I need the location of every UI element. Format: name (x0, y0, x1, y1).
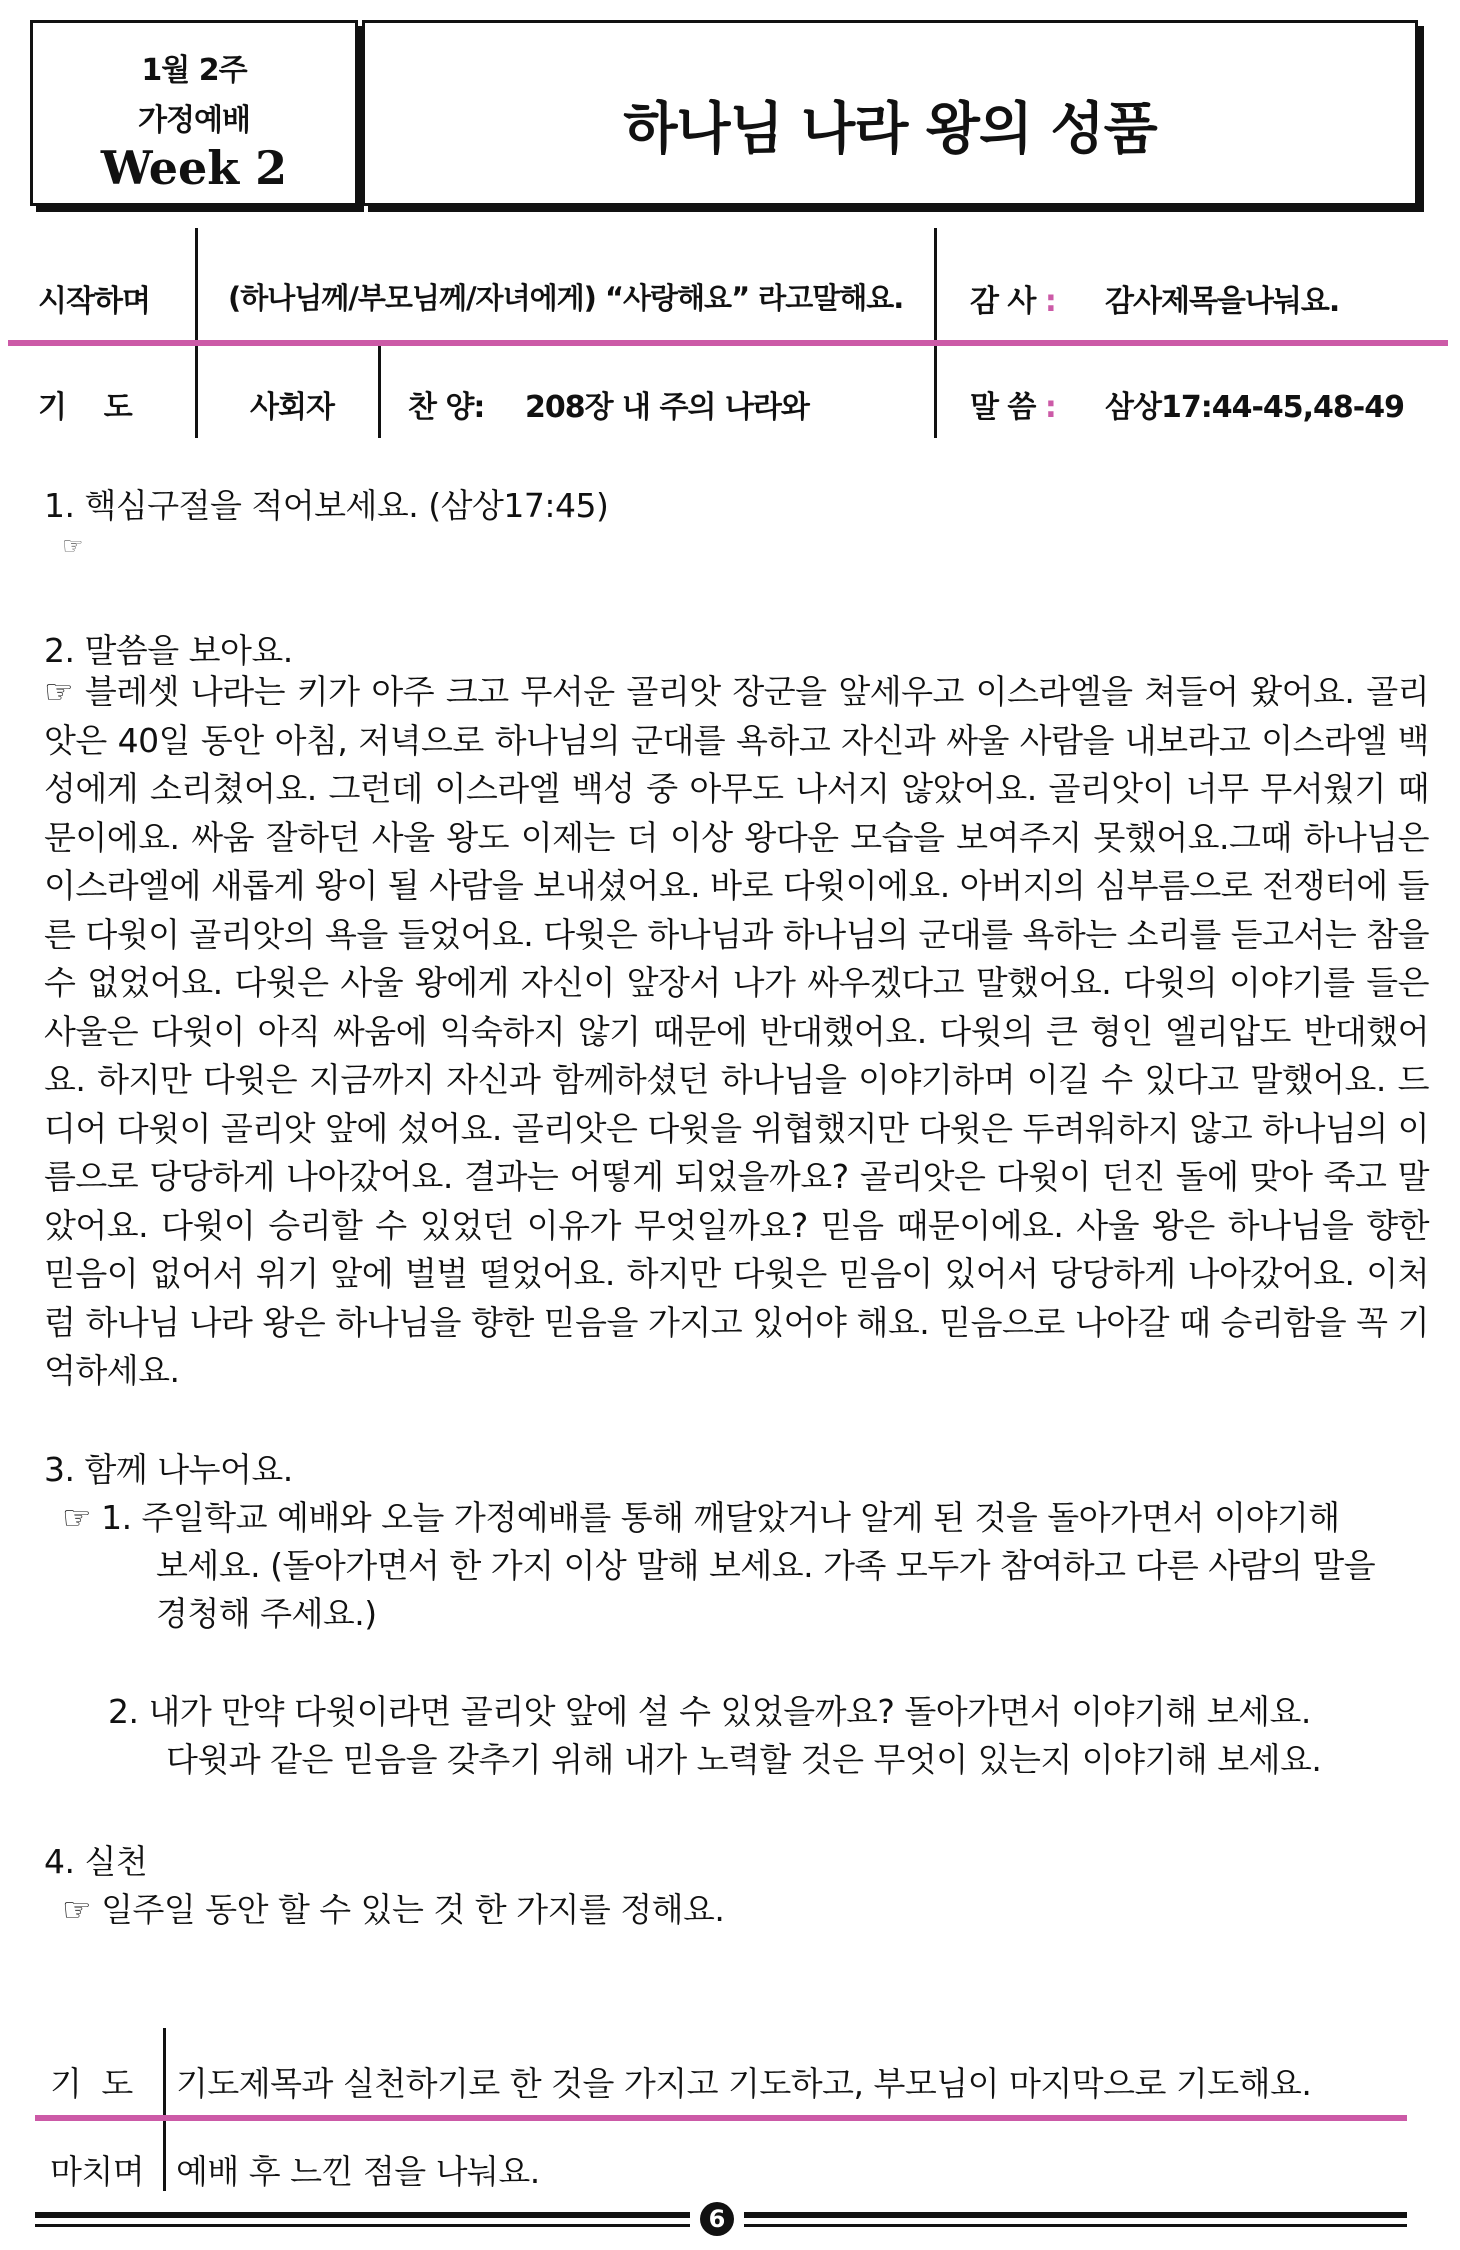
divider (378, 346, 381, 438)
section-4-title: 4. 실천 (44, 1842, 148, 1881)
footer-rule-left (35, 2212, 690, 2218)
question-1-line-3: 경청해 주세요.) (156, 1594, 377, 1633)
divider (195, 228, 198, 340)
prayer-label: 기 도 (38, 390, 132, 425)
divider (35, 2115, 1407, 2121)
start-text: (하나님께/부모님께/자녀에게) “사랑해요” 라고말해요. (228, 281, 904, 315)
week-box (30, 20, 358, 206)
section-3-title: 3. 함께 나누어요. (44, 1450, 293, 1489)
week-date: 1월 2주 (141, 53, 247, 88)
question-1-line-1: ☞ 1. 주일학교 예배와 오늘 가정예배를 통해 깨달았거나 알게 된 것을 돌아가면서 이야기해 (62, 1498, 1340, 1537)
colon: : (1044, 390, 1056, 425)
thanks-text: 감사제목을나눠요. (1105, 284, 1340, 319)
question-2-line-1: 2. 내가 만약 다윗이라면 골리앗 앞에 설 수 있었을까요? 돌아가면서 이야기해 보세요. (108, 1692, 1311, 1731)
hymn-label: 찬 양: (408, 390, 485, 425)
hymn-text: 208장 내 주의 나라와 (525, 390, 809, 425)
service-type: 가정예배 (138, 103, 250, 138)
footer-rule-left-thin (35, 2224, 690, 2227)
divider (8, 340, 1448, 346)
closing-prayer-text: 기도제목과 실천하기로 한 것을 가지고 기도하고, 부모님이 마지막으로 기도해요. (176, 2064, 1312, 2103)
section-1-title: 1. 핵심구절을 적어보세요. (삼상17:45) (44, 486, 609, 525)
divider (195, 346, 198, 438)
scripture-ref: 삼상17:44-45,48-49 (1105, 390, 1404, 425)
practice-instruction: ☞ 일주일 동안 할 수 있는 것 한 가지를 정해요. (62, 1890, 725, 1929)
divider (934, 346, 937, 438)
leader-label: 사회자 (250, 390, 334, 425)
start-label: 시작하며 (38, 284, 150, 319)
question-2-line-2: 다윗과 같은 믿음을 갖추기 위해 내가 노력할 것은 무엇이 있는지 이야기해 보세요. (166, 1740, 1322, 1779)
footer-rule-right (744, 2212, 1407, 2218)
section-2-title: 2. 말씀을 보아요. (44, 631, 293, 670)
divider (934, 228, 937, 340)
page-number: 6 (700, 2202, 734, 2236)
divider (163, 2028, 166, 2115)
story-paragraph: ☞ 블레셋 나라는 키가 아주 크고 무서운 골리앗 장군을 앞세우고 이스라엘을 쳐들어 왔어요. 골리앗은 40일 동안 아침, 저녁으로 하나님의 군대를 욕하고 자신과 싸울 사람을 내보라고 이스라엘 백성에게 소리쳤어요. 그런데 이스라엘 백성 중 아무도 나서지 않았어요. 골리앗이 너무 무서웠기 때문이에요. 싸움 잘하던 사울 왕도 이제는 더 이상 왕다운 모습을 보여주지 못했어요.그때 하나님은 이스라엘에 새롭게 왕이 될 사람을 보내셨어요. 바로 다윗이에요. 아버지의 심부름으로 전쟁터에 들른 다윗이 골리앗의 욕을 들었어요. 다윗은 하나님과 하나님의 군대를 욕하는 소리를 듣고서는 참을 수 없었어요. 다윗은 사울 왕에게 자신이 앞장서 나가 싸우겠다고 말했어요. 다윗의 이야기를 들은 사울은 다윗이 아직 싸움에 익숙하지 않기 때문에 반대했어요. 다윗의 큰 형인 엘리압도 반대했어요. 하지만 다윗은 지금까지 자신과 함께하셨던 하나님을 이야기하며 이길 수 있다고 말했어요. 드디어 다윗이 골리앗 앞에 섰어요. 골리앗은 다윗을 위협했지만 다윗은 두려워하지 않고 하나님의 이름으로 당당하게 나아갔어요. 결과는 어떻게 되었을까요? 골리앗은 다윗이 던진 돌에 맞아 죽고 말았어요. 다윗이 승리할 수 있었던 이유가 무엇일까요? 믿음 때문이에요. 사울 왕은 하나님을 향한 믿음이 없어서 위기 앞에 벌벌 떨었어요. 하지만 다윗은 믿음이 있어서 당당하게 나아갔어요. 이처럼 하나님 나라 왕은 하나님을 향한 믿음을 가지고 있어야 해요. 믿음으로 나아갈 때 승리함을 꼭 기억하세요. (44, 672, 1429, 1390)
thanks-label: 감 사 : (970, 284, 1056, 319)
closing-end-label: 마치며 (50, 2152, 145, 2191)
closing-prayer-label: 기 도 (50, 2064, 133, 2103)
word-label: 말 씀 : (970, 390, 1056, 425)
pointer-icon: ☞ (62, 532, 84, 560)
footer-rule-right-thin (744, 2224, 1407, 2227)
divider (163, 2121, 166, 2191)
closing-end-text: 예배 후 느낀 점을 나눠요. (176, 2152, 540, 2191)
title-box (362, 20, 1418, 206)
page-title: 하나님 나라 왕의 성품 (623, 97, 1157, 162)
colon: : (1044, 284, 1056, 319)
question-1-line-2: 보세요. (돌아가면서 한 가지 이상 말해 보세요. 가족 모두가 참여하고 다른 사람의 말을 (156, 1546, 1376, 1585)
week-number: Week 2 (100, 141, 288, 195)
